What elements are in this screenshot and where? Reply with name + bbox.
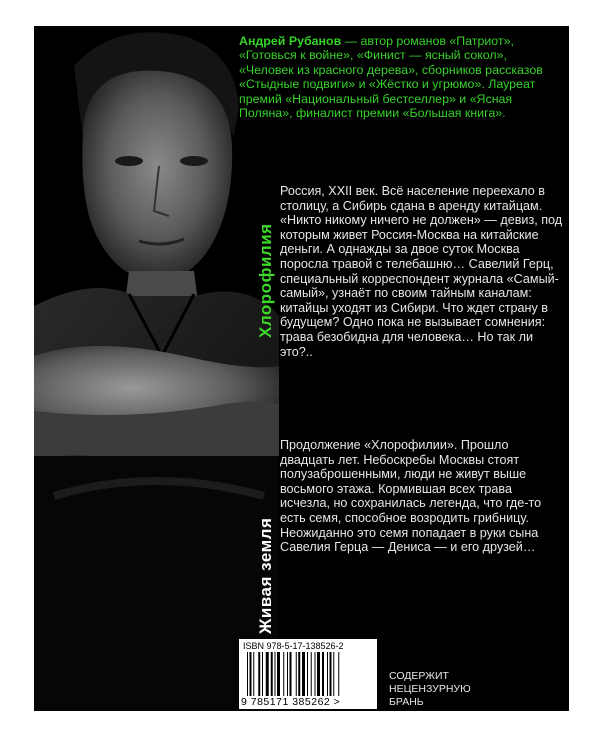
barcode-bar (298, 652, 300, 696)
book-back-cover (34, 26, 569, 711)
barcode-bar (296, 652, 297, 696)
barcode-bar (338, 652, 339, 696)
barcode-bar (250, 652, 252, 696)
barcode-bar (315, 652, 316, 696)
barcode-bar (287, 652, 288, 696)
barcode-bar (307, 652, 308, 696)
barcode-bar (333, 652, 334, 696)
barcode-bar (290, 652, 292, 696)
annotation-living-earth: Продолжение «Хлорофилии». Прошло двадцать лет. Небоскребы Москвы стоят полузаброшенными, люди не живут выше восьмого этажа. Кормившая всех трава исчезла, но сохранилась легенда, что где-то есть семя, способное возродить грибницу. Неожиданно это семя попадает в руки сына Савелия Герца — Дениса — и его друзей… (280, 438, 542, 555)
barcode-bar (330, 652, 332, 696)
barcode-bar (266, 652, 269, 696)
warning-line-1: СОДЕРЖИТ (389, 670, 449, 682)
author-bio-text: — автор романов «Патриот», «Готовься к войне», «Финист — ясный сокол», «Человек из красного дерева», сборников рассказов «Стыдные подвиги» и «Жёстко и угрюмо». Лауреат премий «Национальный бестселлер» и «Ясная Поляна», финалист премии «Большая книга». (239, 34, 543, 121)
barcode-bar (327, 652, 328, 696)
warning-line-3: БРАНЬ (389, 696, 424, 708)
warning-line-2: НЕЦЕНЗУРНУЮ (389, 683, 471, 695)
author-photo (34, 26, 279, 711)
content-warning (389, 670, 471, 709)
barcode-bar (322, 652, 324, 696)
title-chlorophilia: Хлорофилия (256, 223, 275, 338)
title-living-earth: Живая земля (256, 517, 275, 634)
barcode-bar (262, 652, 263, 696)
author-name: Андрей Рубанов (239, 34, 342, 48)
barcode-bar (275, 652, 276, 696)
barcode-bar (258, 652, 260, 696)
barcode-bar (302, 652, 305, 696)
barcode-bar (247, 652, 248, 696)
barcode-digits: 9 785171 385262 > (241, 696, 341, 708)
author-bio (239, 34, 564, 120)
barcode-bar (253, 652, 254, 696)
barcode-bar (283, 652, 284, 696)
isbn-label: ISBN 978-5-17-138526-2 (243, 641, 344, 651)
barcode-bar (271, 652, 273, 696)
barcode-bar (311, 652, 312, 696)
annotation-chlorophilia: Россия, XXII век. Всё население переехало в столицу, а Сибирь сдана в аренду китайцам. «Никто никому ничего не должен» — девиз, под которым живет Россия-Москва на китайские деньги. А однажды за двое суток Москва поросла травой с телебашню… Савелий Герц, специальный корреспондент журнала «Самый-самый», узнаёт по своим тайным каналам: китайцы уходят из Сибири. Что ждет страну в будущем? Одно пока не вызывает сомнения: трава безобидна для человека… Но так ли это?.. (280, 184, 563, 359)
barcode-bars (247, 652, 369, 696)
barcode-bar (317, 652, 320, 696)
barcode (239, 639, 377, 709)
barcode-bar (277, 652, 280, 696)
